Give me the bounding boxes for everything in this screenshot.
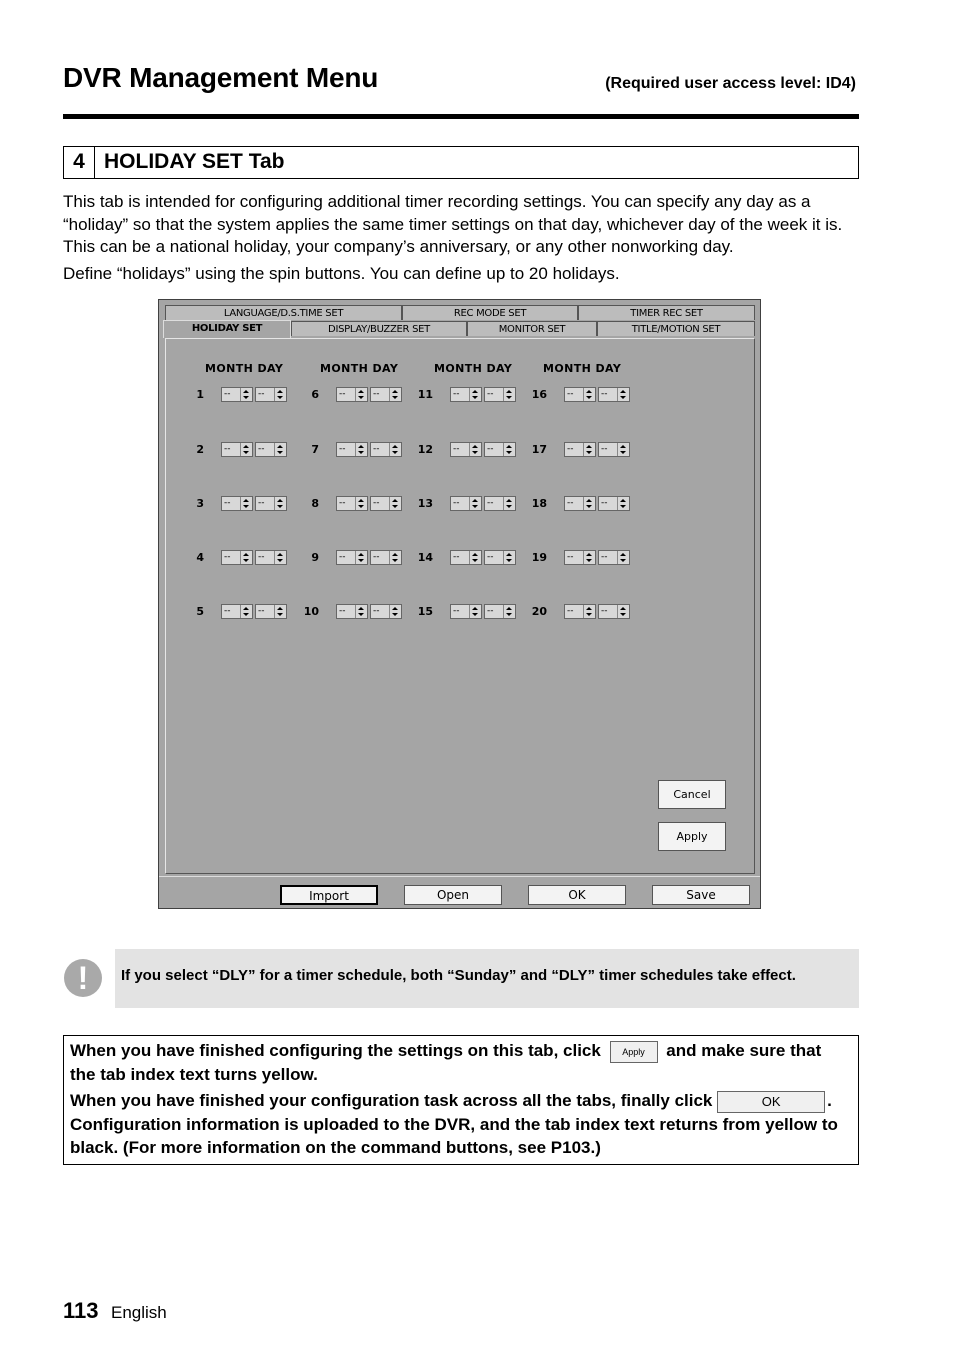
- holiday-number: 10: [303, 605, 319, 618]
- spin-arrows-icon[interactable]: [389, 605, 401, 618]
- cancel-button[interactable]: Cancel: [658, 780, 726, 809]
- holiday-number: 8: [311, 497, 319, 510]
- holiday-month-spin[interactable]: [450, 550, 482, 565]
- holiday-month-spin[interactable]: [336, 604, 368, 619]
- holiday-number: 15: [417, 605, 433, 618]
- tab-title-motion-set[interactable]: TITLE/MOTION SET: [597, 321, 755, 336]
- spin-arrows-icon[interactable]: [355, 551, 367, 564]
- spin-arrows-icon[interactable]: [274, 551, 286, 564]
- exclamation-icon: !: [64, 959, 102, 997]
- holiday-day-spin[interactable]: [370, 387, 402, 402]
- tab-display-buzzer-set[interactable]: DISPLAY/BUZZER SET: [291, 321, 467, 336]
- spin-value: --: [224, 389, 231, 399]
- spin-value: --: [373, 389, 380, 399]
- spin-value: --: [487, 552, 494, 562]
- spin-arrows-icon[interactable]: [617, 605, 629, 618]
- column-header: MONTH DAY: [205, 362, 284, 375]
- spin-value: --: [224, 606, 231, 616]
- holiday-number: 11: [417, 388, 433, 401]
- spin-value: --: [567, 498, 574, 508]
- holiday-number: 3: [196, 497, 204, 510]
- spin-arrows-icon[interactable]: [274, 443, 286, 456]
- spin-value: --: [567, 552, 574, 562]
- spin-value: --: [339, 389, 346, 399]
- spin-value: --: [453, 606, 460, 616]
- holiday-month-spin[interactable]: [450, 496, 482, 511]
- column-header: MONTH DAY: [320, 362, 399, 375]
- spin-value: --: [453, 444, 460, 454]
- holiday-month-spin[interactable]: [221, 387, 253, 402]
- page-number: 113: [63, 1298, 99, 1323]
- tab-monitor-set[interactable]: MONITOR SET: [467, 321, 597, 336]
- instruction-apply-text: When you have finished configuring the settings on this tab, click: [70, 1041, 601, 1060]
- spin-arrows-icon[interactable]: [274, 388, 286, 401]
- spin-value: --: [487, 444, 494, 454]
- page-title: DVR Management Menu: [63, 62, 379, 93]
- spin-value: --: [373, 498, 380, 508]
- spin-arrows-icon[interactable]: [583, 497, 595, 510]
- note-text: If you select “DLY” for a timer schedule, both “Sunday” and “DLY” timer schedules take effect.: [121, 967, 796, 984]
- holiday-number: 9: [311, 551, 319, 564]
- spin-value: --: [453, 498, 460, 508]
- instruction-apply-text-2: and make sure that the tab index text turns yellow.: [70, 1041, 822, 1084]
- spin-arrows-icon[interactable]: [583, 551, 595, 564]
- spin-value: --: [453, 389, 460, 399]
- spin-arrows-icon[interactable]: [389, 443, 401, 456]
- spin-value: --: [373, 606, 380, 616]
- holiday-month-spin[interactable]: [221, 442, 253, 457]
- spin-value: --: [601, 552, 608, 562]
- access-level-note: (Required user access level: ID4): [605, 75, 856, 92]
- holiday-day-spin[interactable]: [255, 387, 287, 402]
- holiday-day-spin[interactable]: [598, 496, 630, 511]
- spin-value: --: [567, 389, 574, 399]
- holiday-day-spin[interactable]: [598, 442, 630, 457]
- holiday-day-spin[interactable]: [484, 550, 516, 565]
- holiday-number: 17: [531, 443, 547, 456]
- holiday-number: 13: [417, 497, 433, 510]
- spin-arrows-icon[interactable]: [240, 497, 252, 510]
- holiday-month-spin[interactable]: [564, 442, 596, 457]
- holiday-day-spin[interactable]: [484, 604, 516, 619]
- spin-value: --: [373, 444, 380, 454]
- spin-value: --: [258, 444, 265, 454]
- instruction-box: [63, 1035, 859, 1165]
- tab-holiday-set[interactable]: HOLIDAY SET: [163, 320, 291, 338]
- spin-value: --: [453, 552, 460, 562]
- spin-arrows-icon[interactable]: [389, 388, 401, 401]
- holiday-month-spin[interactable]: [564, 604, 596, 619]
- holiday-month-spin[interactable]: [450, 604, 482, 619]
- holiday-day-spin[interactable]: [598, 387, 630, 402]
- holiday-month-spin[interactable]: [336, 496, 368, 511]
- spin-value: --: [224, 444, 231, 454]
- holiday-month-spin[interactable]: [221, 496, 253, 511]
- spin-value: --: [567, 606, 574, 616]
- holiday-day-spin[interactable]: [598, 604, 630, 619]
- spin-arrows-icon[interactable]: [503, 497, 515, 510]
- holiday-number: 2: [196, 443, 204, 456]
- spin-value: --: [339, 552, 346, 562]
- holiday-day-spin[interactable]: [370, 442, 402, 457]
- page-language: English: [111, 1303, 167, 1322]
- spin-instruction-paragraph: Define “holidays” using the spin buttons. You can define up to 20 holidays.: [63, 264, 620, 283]
- spin-value: --: [373, 552, 380, 562]
- holiday-number: 7: [311, 443, 319, 456]
- open-button[interactable]: Open: [404, 885, 502, 905]
- spin-value: --: [339, 444, 346, 454]
- holiday-month-spin[interactable]: [336, 442, 368, 457]
- holiday-set-window: [158, 299, 761, 909]
- holiday-month-spin[interactable]: [564, 387, 596, 402]
- holiday-month-spin[interactable]: [564, 550, 596, 565]
- title-rule: [63, 114, 859, 119]
- holiday-month-spin[interactable]: [336, 387, 368, 402]
- spin-arrows-icon[interactable]: [617, 551, 629, 564]
- section-number: 4: [64, 147, 95, 178]
- spin-arrows-icon[interactable]: [274, 497, 286, 510]
- spin-value: --: [258, 552, 265, 562]
- section-title: HOLIDAY SET Tab: [104, 150, 285, 173]
- tab-rec-mode-set[interactable]: REC MODE SET: [402, 305, 578, 320]
- holiday-day-spin[interactable]: [370, 496, 402, 511]
- ok-button[interactable]: OK: [528, 885, 626, 905]
- holiday-day-spin[interactable]: [255, 442, 287, 457]
- ok-button-image: OK: [717, 1091, 825, 1113]
- import-button[interactable]: Import: [280, 885, 378, 905]
- command-bar: [159, 876, 760, 908]
- instruction-ok-text: When you have finished your configuration task across all the tabs, finally click: [70, 1091, 713, 1110]
- holiday-number: 19: [531, 551, 547, 564]
- holiday-number: 18: [531, 497, 547, 510]
- holiday-month-spin[interactable]: [221, 604, 253, 619]
- spin-value: --: [601, 498, 608, 508]
- spin-arrows-icon[interactable]: [469, 443, 481, 456]
- holiday-number: 5: [196, 605, 204, 618]
- spin-value: --: [487, 498, 494, 508]
- holiday-number: 12: [417, 443, 433, 456]
- spin-arrows-icon[interactable]: [469, 605, 481, 618]
- tab-timer-rec-set[interactable]: TIMER REC SET: [578, 305, 755, 320]
- holiday-day-spin[interactable]: [255, 604, 287, 619]
- holiday-month-spin[interactable]: [564, 496, 596, 511]
- spin-value: --: [224, 552, 231, 562]
- holiday-panel: [165, 338, 755, 874]
- holiday-number: 1: [196, 388, 204, 401]
- spin-arrows-icon[interactable]: [469, 551, 481, 564]
- spin-value: --: [339, 606, 346, 616]
- holiday-day-spin[interactable]: [370, 550, 402, 565]
- intro-paragraph: This tab is intended for configuring additional timer recording settings. You can specify any day as a “holiday” so that the system applies the same timer settings on that day, whichever day of the week it is. This can be a national holiday, your company’s anniversary, or any other nonworking day.: [63, 192, 843, 256]
- spin-arrows-icon[interactable]: [355, 497, 367, 510]
- holiday-month-spin[interactable]: [450, 442, 482, 457]
- holiday-day-spin[interactable]: [255, 550, 287, 565]
- spin-value: --: [258, 389, 265, 399]
- holiday-day-spin[interactable]: [484, 387, 516, 402]
- spin-arrows-icon[interactable]: [617, 388, 629, 401]
- spin-arrows-icon[interactable]: [503, 443, 515, 456]
- spin-arrows-icon[interactable]: [274, 605, 286, 618]
- spin-value: --: [258, 498, 265, 508]
- column-header: MONTH DAY: [543, 362, 622, 375]
- holiday-day-spin[interactable]: [255, 496, 287, 511]
- holiday-day-spin[interactable]: [598, 550, 630, 565]
- holiday-month-spin[interactable]: [221, 550, 253, 565]
- spin-arrows-icon[interactable]: [389, 497, 401, 510]
- apply-button[interactable]: Apply: [658, 822, 726, 851]
- holiday-number: 16: [531, 388, 547, 401]
- spin-arrows-icon[interactable]: [240, 605, 252, 618]
- column-header: MONTH DAY: [434, 362, 513, 375]
- spin-value: --: [567, 444, 574, 454]
- spin-arrows-icon[interactable]: [355, 443, 367, 456]
- spin-arrows-icon[interactable]: [240, 388, 252, 401]
- spin-value: --: [487, 606, 494, 616]
- holiday-number: 14: [417, 551, 433, 564]
- spin-arrows-icon[interactable]: [469, 497, 481, 510]
- spin-arrows-icon[interactable]: [503, 605, 515, 618]
- save-button[interactable]: Save: [652, 885, 750, 905]
- spin-arrows-icon[interactable]: [469, 388, 481, 401]
- spin-value: --: [224, 498, 231, 508]
- spin-arrows-icon[interactable]: [503, 388, 515, 401]
- spin-arrows-icon[interactable]: [240, 551, 252, 564]
- spin-value: --: [601, 606, 608, 616]
- holiday-day-spin[interactable]: [484, 496, 516, 511]
- spin-arrows-icon[interactable]: [583, 388, 595, 401]
- spin-value: --: [601, 444, 608, 454]
- section-heading: [63, 146, 859, 179]
- apply-button-image: Apply: [610, 1041, 658, 1063]
- holiday-day-spin[interactable]: [370, 604, 402, 619]
- spin-value: --: [487, 389, 494, 399]
- spin-arrows-icon[interactable]: [355, 388, 367, 401]
- spin-value: --: [601, 389, 608, 399]
- spin-arrows-icon[interactable]: [240, 443, 252, 456]
- holiday-month-spin[interactable]: [450, 387, 482, 402]
- instruction-ok-text-2: . Configuration information is uploaded to the DVR, and the tab index text returns from yellow to black. (For more information on the command buttons, see P103.): [70, 1091, 838, 1157]
- instruction-ok: [70, 1089, 850, 1159]
- spin-arrows-icon[interactable]: [583, 443, 595, 456]
- holiday-number: 6: [311, 388, 319, 401]
- spin-arrows-icon[interactable]: [355, 605, 367, 618]
- holiday-day-spin[interactable]: [484, 442, 516, 457]
- spin-arrows-icon[interactable]: [617, 497, 629, 510]
- spin-value: --: [339, 498, 346, 508]
- holiday-month-spin[interactable]: [336, 550, 368, 565]
- holiday-number: 20: [531, 605, 547, 618]
- spin-arrows-icon[interactable]: [617, 443, 629, 456]
- spin-arrows-icon[interactable]: [389, 551, 401, 564]
- instruction-apply: [70, 1039, 850, 1086]
- holiday-number: 4: [196, 551, 204, 564]
- spin-value: --: [258, 606, 265, 616]
- tab-language-ds-time-set[interactable]: LANGUAGE/D.S.TIME SET: [165, 305, 402, 320]
- spin-arrows-icon[interactable]: [583, 605, 595, 618]
- spin-arrows-icon[interactable]: [503, 551, 515, 564]
